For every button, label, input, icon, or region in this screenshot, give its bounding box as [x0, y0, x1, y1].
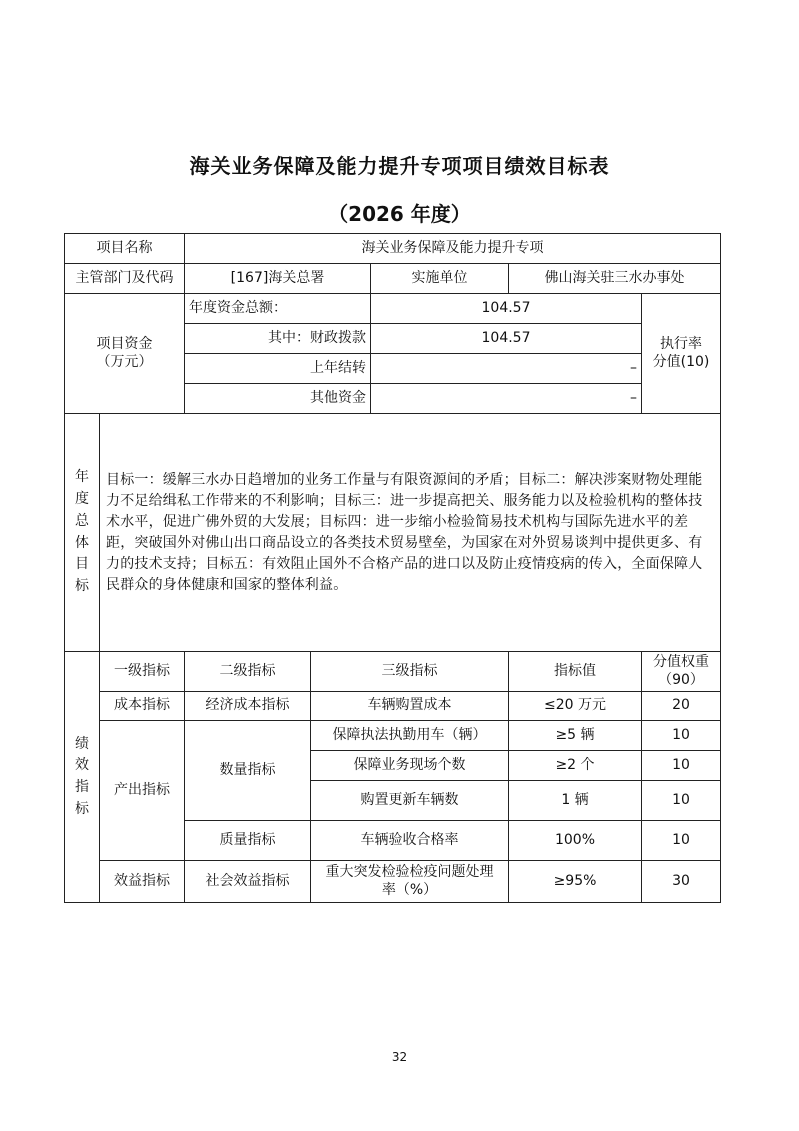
implementing-unit-label: 实施单位: [371, 264, 509, 294]
quantity-level3: 保障执法执勤用车（辆）: [311, 721, 509, 751]
document-subtitle: （2026 年度）: [328, 202, 471, 226]
header-indicator-value: 指标值: [509, 652, 642, 692]
project-funds-label: [65, 294, 185, 414]
cost-level1: 成本指标: [100, 692, 185, 721]
benefit-level3-line1: 重大突发检验检疫问题处理: [325, 864, 494, 880]
goal-label-char: 度: [75, 491, 89, 508]
funds-row-label: 年度资金总额：: [185, 294, 371, 324]
funds-row-value: –: [371, 354, 642, 384]
execution-rate-line1: 执行率: [660, 336, 703, 352]
header-level1: 一级指标: [100, 652, 185, 692]
funds-row-label: 其他资金: [185, 384, 371, 414]
funds-row-value: 104.57: [371, 324, 642, 354]
performance-indicators-label: [65, 652, 100, 903]
quantity-weight: 10: [642, 721, 721, 751]
goal-label-char: 标: [75, 577, 89, 594]
table-row: [65, 861, 721, 903]
execution-rate-score: [642, 294, 721, 414]
cost-level3: 车辆购置成本: [311, 692, 509, 721]
benefit-value: ≥95%: [509, 861, 642, 903]
output-level1: 产出指标: [100, 721, 185, 861]
table-row: [65, 721, 721, 751]
quantity-value: ≥2 个: [509, 751, 642, 781]
performance-header-row: [65, 652, 721, 692]
quality-weight: 10: [642, 821, 721, 861]
quantity-level2: 数量指标: [185, 721, 311, 821]
benefit-level2: 社会效益指标: [185, 861, 311, 903]
project-name-label: 项目名称: [65, 234, 185, 264]
department-label: 主管部门及代码: [65, 264, 185, 294]
goal-label-char: 体: [75, 534, 89, 551]
benefit-level3: [311, 861, 509, 903]
table-row: [65, 692, 721, 721]
quality-value: 100%: [509, 821, 642, 861]
perf-label-char: 标: [75, 800, 89, 817]
header-weight: [642, 652, 721, 692]
funds-row: [65, 294, 721, 324]
goal-label-char: 目: [75, 556, 89, 573]
cost-value: ≤20 万元: [509, 692, 642, 721]
perf-label-char: 绩: [75, 735, 89, 752]
quality-level2: 质量指标: [185, 821, 311, 861]
annual-goals-row: [65, 414, 721, 652]
project-funds-label-line1: 项目资金: [96, 336, 153, 352]
performance-target-table: [64, 233, 721, 903]
project-name-row: [65, 234, 721, 264]
annual-goals-text: 目标一：缓解三水办日趋增加的业务工作量与有限资源间的矛盾；目标二：解决涉案财物处理能力不足给缉私工作带来的不利影响；目标三：进一步提高把关、服务能力以及检验机构的整体技术水平，促进广佛外贸的大发展；目标四：进一步缩小检验简易技术机构与国际先进水平的差距，突破国外对佛山出口商品设立的各类技术贸易壁垒，为国家在对外贸易谈判中提供更多、有力的技术支持；目标五：有效阻止国外不合格产品的进口以及防止疫情疫病的传入，全面保障人民群众的身体健康和国家的整体利益。: [100, 414, 721, 652]
goal-label-char: 年: [75, 469, 89, 486]
funds-row-value: 104.57: [371, 294, 642, 324]
project-name-value: 海关业务保障及能力提升专项: [185, 234, 721, 264]
quality-level3: 车辆验收合格率: [311, 821, 509, 861]
funds-row-value: –: [371, 384, 642, 414]
cost-level2: 经济成本指标: [185, 692, 311, 721]
perf-label-char: 效: [75, 757, 89, 774]
quantity-weight: 10: [642, 781, 721, 821]
quantity-value: 1 辆: [509, 781, 642, 821]
department-value: [167]海关总署: [185, 264, 371, 294]
project-funds-label-line2: （万元）: [96, 353, 153, 370]
document-title: 海关业务保障及能力提升专项项目绩效目标表: [189, 154, 610, 178]
benefit-level3-line2: 率（%）: [381, 881, 438, 898]
quantity-level3: 购置更新车辆数: [311, 781, 509, 821]
execution-rate-line2: 分值(10): [652, 353, 710, 370]
annual-goals-label: [65, 414, 100, 652]
quantity-level3: 保障业务现场个数: [311, 751, 509, 781]
implementing-unit-value: 佛山海关驻三水办事处: [509, 264, 721, 294]
funds-row-label: 上年结转: [185, 354, 371, 384]
header-weight-line2: （90）: [658, 671, 704, 688]
benefit-weight: 30: [642, 861, 721, 903]
department-row: [65, 264, 721, 294]
header-weight-line1: 分值权重: [653, 654, 710, 670]
goal-label-char: 总: [75, 512, 89, 529]
header-level2: 二级指标: [185, 652, 311, 692]
quantity-value: ≥5 辆: [509, 721, 642, 751]
page-number: 32: [391, 1050, 408, 1064]
funds-row-label: 其中：财政拨款: [185, 324, 371, 354]
benefit-level1: 效益指标: [100, 861, 185, 903]
cost-weight: 20: [642, 692, 721, 721]
header-level3: 三级指标: [311, 652, 509, 692]
quantity-weight: 10: [642, 751, 721, 781]
perf-label-char: 指: [75, 779, 89, 795]
